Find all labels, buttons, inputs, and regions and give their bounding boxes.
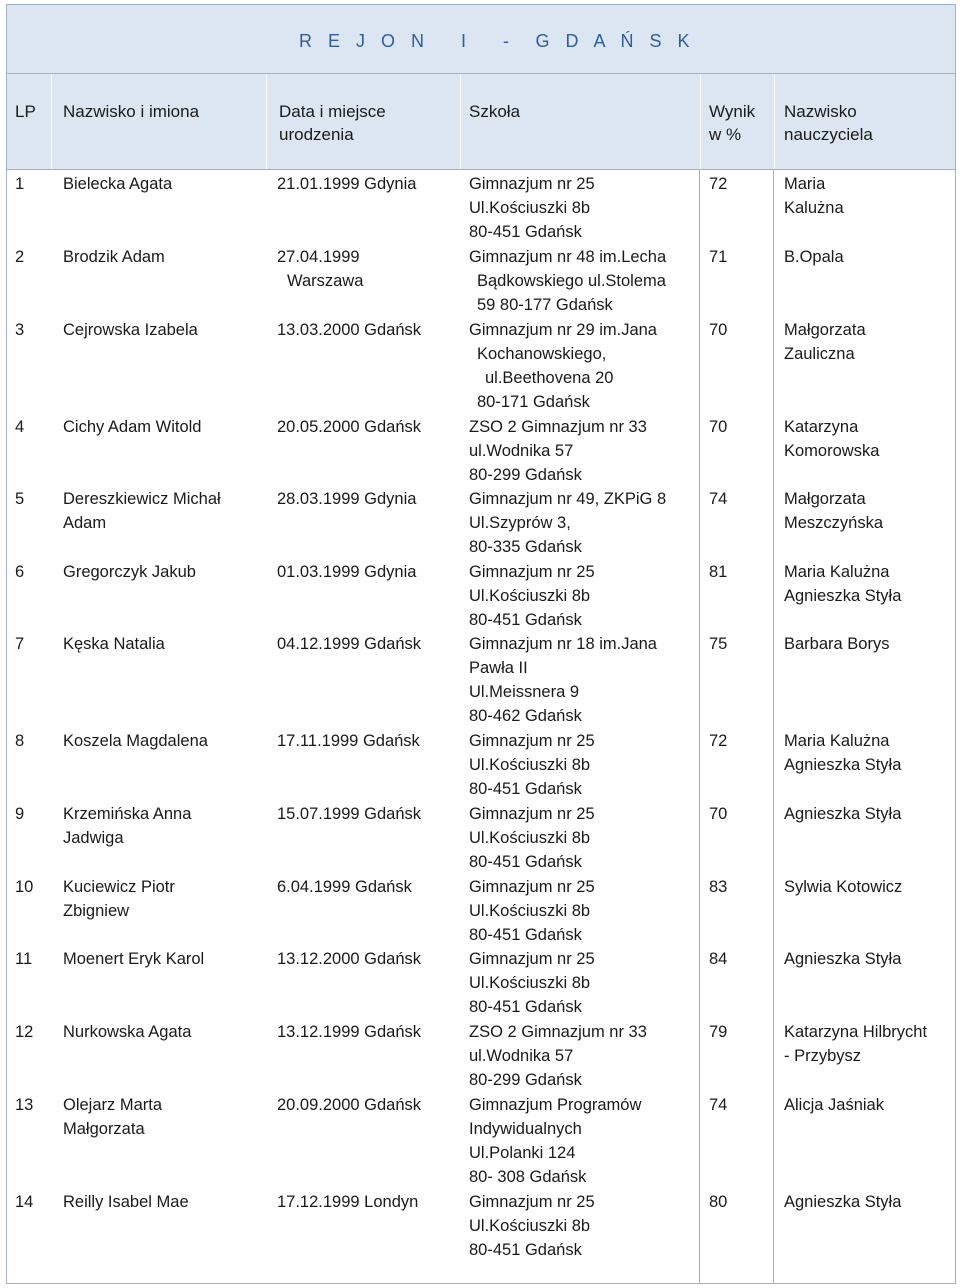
row-lp: 9 [15, 805, 25, 823]
row-school: ZSO 2 Gimnazjum nr 33 ul.Wodnika 57 80-299 Gdańsk [469, 1023, 647, 1089]
row-result: 81 [709, 563, 728, 581]
row-school: Gimnazjum nr 25 Ul.Kościuszki 8b 80-451 Gdańsk [469, 878, 595, 944]
header-result: Wynik w % [709, 102, 756, 144]
row-name: Brodzik Adam [63, 248, 165, 266]
row-name: Cejrowska Izabela [63, 321, 198, 339]
row-result: 74 [709, 490, 728, 508]
row-birth: 20.05.2000 Gdańsk [277, 418, 422, 436]
row-birth: 20.09.2000 Gdańsk [277, 1096, 422, 1114]
row-teacher: Katarzyna Komorowska [784, 418, 880, 460]
row-lp: 4 [15, 418, 25, 436]
row-lp: 10 [15, 878, 34, 896]
row-lp: 6 [15, 563, 25, 581]
row-lp: 1 [15, 175, 25, 193]
row-name: Dereszkiewicz Michał Adam [63, 490, 221, 532]
row-name: Reilly Isabel Mae [63, 1193, 189, 1211]
table-header [6, 74, 956, 170]
row-school: Gimnazjum nr 25 Ul.Kościuszki 8b 80-451 Gdańsk [469, 732, 595, 798]
row-school: Gimnazjum nr 29 im.Jana Kochanowskiego, ul.Beethovena 20 80-171 Gdańsk [469, 321, 657, 411]
row-name: Olejarz Marta Małgorzata [63, 1096, 163, 1138]
row-school: Gimnazjum Programów Indywidualnych Ul.Polanki 124 80- 308 Gdańsk [469, 1096, 642, 1186]
row-lp: 12 [15, 1023, 34, 1041]
row-lp: 3 [15, 321, 25, 339]
region-title-bar [6, 4, 956, 74]
row-lp: 2 [15, 248, 25, 266]
row-school: Gimnazjum nr 49, ZKPiG 8 Ul.Szyprów 3, 80-335 Gdańsk [469, 490, 667, 556]
header-name: Nazwisko i imiona [63, 102, 200, 121]
row-teacher: Katarzyna Hilbrycht - Przybysz [784, 1023, 928, 1065]
row-name: Nurkowska Agata [63, 1023, 192, 1041]
row-lp: 11 [15, 950, 33, 968]
row-result: 72 [709, 175, 728, 193]
row-birth: 17.12.1999 Londyn [277, 1193, 419, 1211]
row-birth: 28.03.1999 Gdynia [277, 490, 417, 508]
row-name: Koszela Magdalena [63, 732, 208, 750]
row-name: Bielecka Agata [63, 175, 173, 193]
header-school: Szkoła [469, 102, 521, 121]
row-result: 83 [709, 878, 728, 896]
row-birth: 13.03.2000 Gdańsk [277, 321, 422, 339]
row-name: Kuciewicz Piotr Zbigniew [63, 878, 175, 920]
row-school: Gimnazjum nr 25 Ul.Kościuszki 8b 80-451 Gdańsk [469, 1193, 595, 1259]
row-teacher: Maria Kalużna Agnieszka Styła [784, 563, 902, 605]
row-school: Gimnazjum nr 48 im.Lecha Bądkowskiego ul.Stolema 59 80-177 Gdańsk [469, 248, 667, 314]
row-result: 71 [709, 248, 728, 266]
row-result: 79 [709, 1023, 728, 1041]
row-birth: 13.12.2000 Gdańsk [277, 950, 422, 968]
row-birth: 6.04.1999 Gdańsk [277, 878, 412, 896]
row-birth: 17.11.1999 Gdańsk [277, 732, 420, 750]
row-teacher: Maria Kalużna Agnieszka Styła [784, 732, 902, 774]
row-teacher: Sylwia Kotowicz [784, 878, 903, 896]
header-lp: LP [15, 102, 36, 121]
row-school: Gimnazjum nr 25 Ul.Kościuszki 8b 80-451 Gdańsk [469, 563, 595, 629]
row-school: Gimnazjum nr 18 im.Jana Pawła II Ul.Meissnera 9 80-462 Gdańsk [469, 635, 657, 725]
row-result: 80 [709, 1193, 728, 1211]
row-school: Gimnazjum nr 25 Ul.Kościuszki 8b 80-451 Gdańsk [469, 805, 595, 871]
row-name: Gregorczyk Jakub [63, 563, 196, 581]
row-result: 70 [709, 418, 728, 436]
row-birth: 15.07.1999 Gdańsk [277, 805, 422, 823]
row-result: 74 [709, 1096, 728, 1114]
row-birth: 01.03.1999 Gdynia [277, 563, 417, 581]
row-teacher: B.Opala [784, 248, 844, 266]
row-teacher: Alicja Jaśniak [784, 1096, 884, 1114]
row-name: Krzemińska Anna Jadwiga [63, 805, 192, 847]
row-lp: 13 [15, 1096, 34, 1114]
row-result: 70 [709, 805, 728, 823]
row-result: 70 [709, 321, 728, 339]
row-teacher: Małgorzata Zauliczna [784, 321, 866, 363]
row-teacher: Małgorzata Meszczyńska [784, 490, 884, 532]
row-birth: 21.01.1999 Gdynia [277, 175, 417, 193]
row-teacher: Barbara Borys [784, 635, 890, 653]
row-birth: 04.12.1999 Gdańsk [277, 635, 422, 653]
row-lp: 8 [15, 732, 25, 750]
row-teacher: Agnieszka Styła [784, 950, 902, 968]
row-lp: 14 [15, 1193, 34, 1211]
row-school: Gimnazjum nr 25 Ul.Kościuszki 8b 80-451 Gdańsk [469, 950, 595, 1016]
row-result: 84 [709, 950, 728, 968]
row-name: Moenert Eryk Karol [63, 950, 205, 968]
row-result: 75 [709, 635, 728, 653]
row-name: Kęska Natalia [63, 635, 165, 653]
row-name: Cichy Adam Witold [63, 418, 202, 436]
header-birth: Data i miejsce urodzenia [279, 102, 386, 144]
header-teacher: Nazwisko nauczyciela [784, 102, 873, 144]
row-school: Gimnazjum nr 25 Ul.Kościuszki 8b 80-451 Gdańsk [469, 175, 595, 241]
region-title: R E J O N I - G D A Ń S K [299, 31, 696, 51]
results-table [6, 170, 956, 1284]
row-birth: 27.04.1999 Warszawa [277, 248, 364, 290]
row-teacher: Agnieszka Styła [784, 805, 902, 823]
row-school: ZSO 2 Gimnazjum nr 33 ul.Wodnika 57 80-299 Gdańsk [469, 418, 647, 484]
row-teacher: Agnieszka Styła [784, 1193, 902, 1211]
row-birth: 13.12.1999 Gdańsk [277, 1023, 422, 1041]
row-lp: 5 [15, 490, 25, 508]
row-teacher: Maria Kalużna [784, 175, 844, 217]
row-lp: 7 [15, 635, 25, 653]
row-result: 72 [709, 732, 728, 750]
